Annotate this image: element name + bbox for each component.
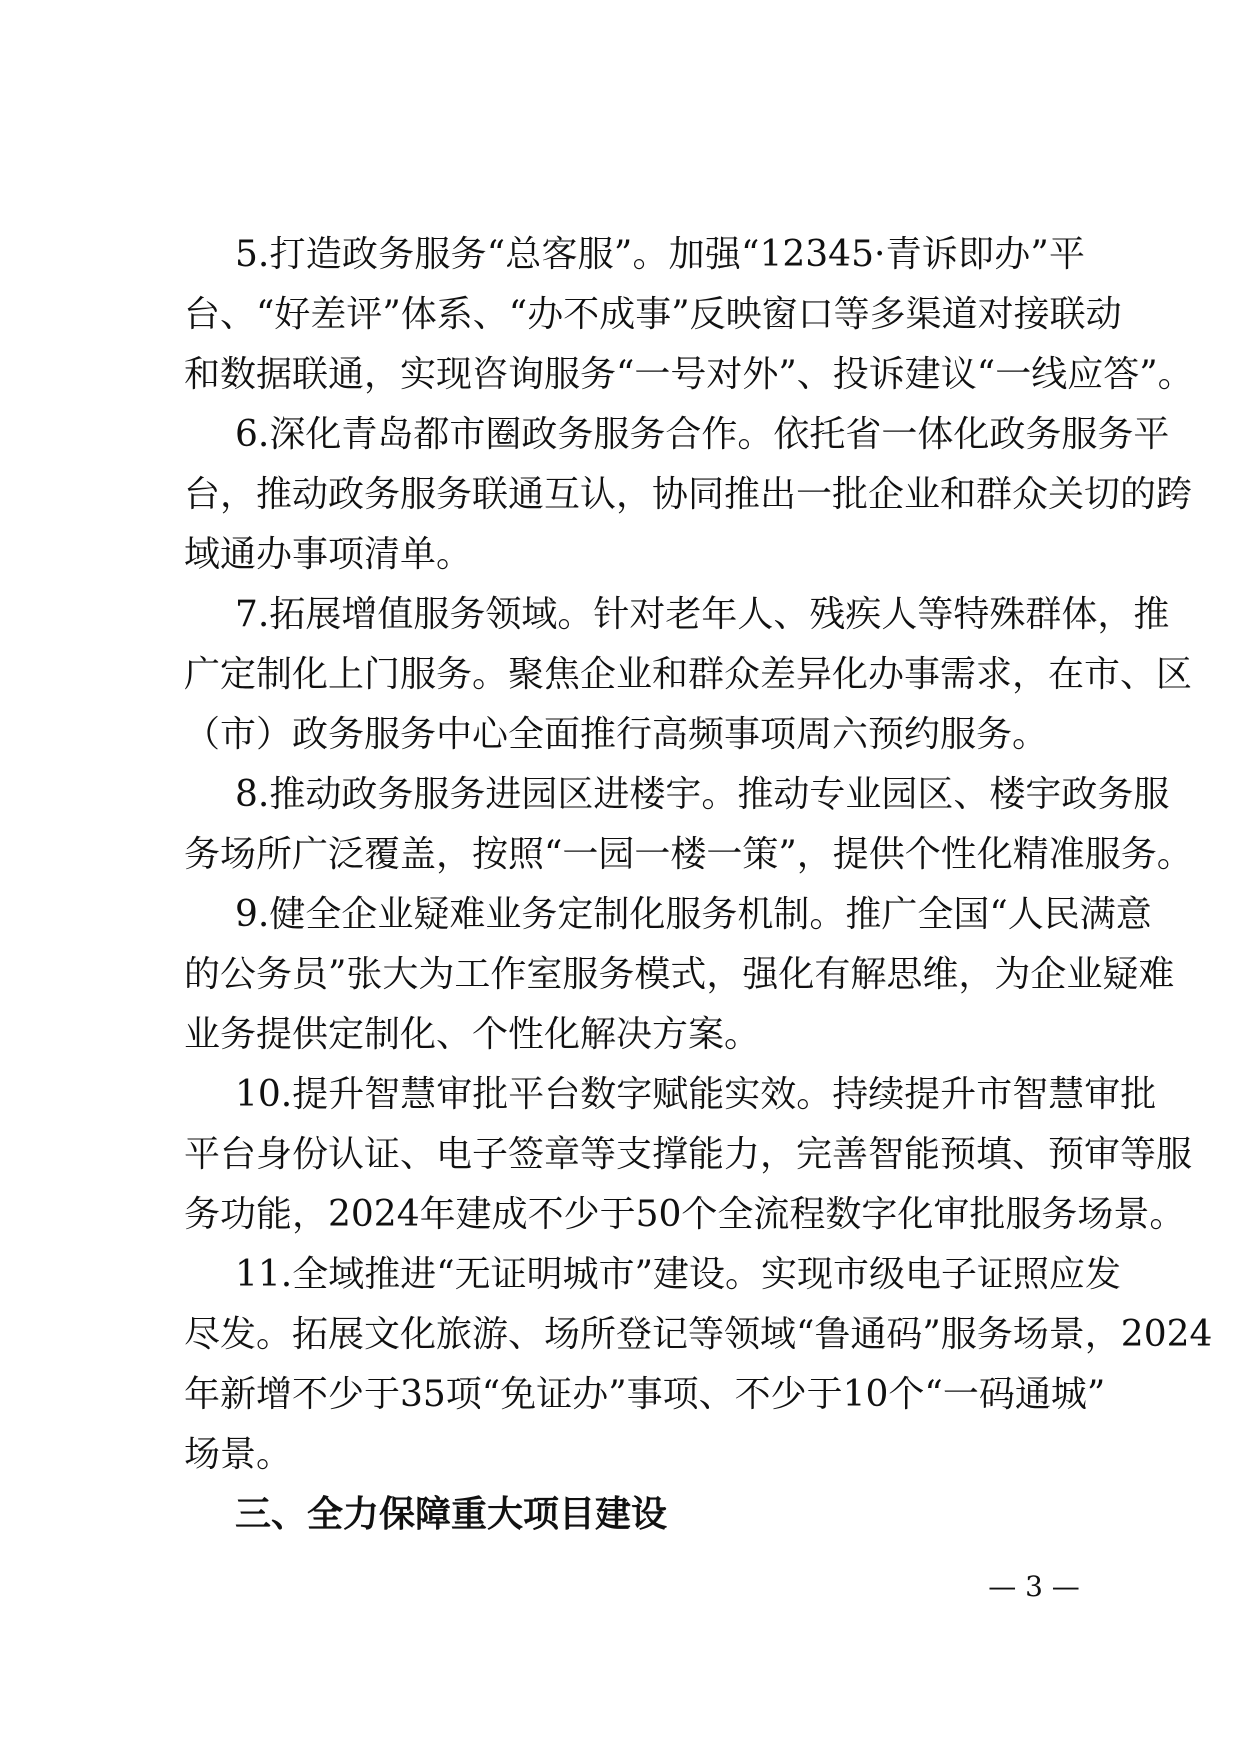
paragraph <box>184 1065 1193 1245</box>
text-line: 域通办事项清单。 <box>184 534 473 575</box>
text-line: 和数据联通，实现咨询服务“一号对外”、投诉建议“一线应答”。 <box>184 354 1194 395</box>
paragraph <box>184 585 1193 765</box>
text-line: 平台身份认证、电子签章等支撑能力，完善智能预填、预审等服 <box>184 1134 1193 1175</box>
paragraph <box>184 225 1194 405</box>
text-line: 台，推动政务服务联通互认，协同推出一批企业和群众关切的跨 <box>184 474 1193 515</box>
text-line: 年新增不少于35项“免证办”事项、不少于10个“一码通城” <box>184 1374 1106 1415</box>
text-line: （市）政务服务中心全面推行高频事项周六预约服务。 <box>184 714 1049 755</box>
page-number: — 3 — <box>988 1570 1080 1603</box>
text-line: 5.打造政务服务“总客服”。加强“12345·青诉即办”平 <box>235 234 1085 275</box>
text-line: 7.拓展增值服务领域。针对老年人、残疾人等特殊群体，推 <box>235 594 1170 635</box>
paragraph <box>184 765 1193 885</box>
text-line: 9.健全企业疑难业务定制化服务机制。推广全国“人民满意 <box>235 894 1152 935</box>
section-heading: 三、全力保障重大项目建设 <box>235 1494 668 1535</box>
text-line: 尽发。拓展文化旅游、场所登记等领域“鲁通码”服务场景，2024 <box>184 1314 1213 1355</box>
text-line: 场景。 <box>184 1434 293 1475</box>
text-line: 的公务员”张大为工作室服务模式，强化有解思维，为企业疑难 <box>184 954 1175 995</box>
text-line: 10.提升智慧审批平台数字赋能实效。持续提升市智慧审批 <box>235 1074 1157 1115</box>
document-body <box>184 225 1213 1545</box>
text-line: 务功能，2024年建成不少于50个全流程数字化审批服务场景。 <box>184 1194 1186 1235</box>
paragraph <box>184 885 1175 1065</box>
text-line: 6.深化青岛都市圈政务服务合作。依托省一体化政务服务平 <box>235 414 1170 455</box>
text-line: 8.推动政务服务进园区进楼宇。推动专业园区、楼宇政务服 <box>235 774 1170 815</box>
text-line: 台、“好差评”体系、“办不成事”反映窗口等多渠道对接联动 <box>184 294 1122 335</box>
text-line: 11.全域推进“无证明城市”建设。实现市级电子证照应发 <box>235 1254 1122 1295</box>
paragraph <box>184 1245 1213 1485</box>
paragraph <box>184 405 1193 585</box>
text-line: 务场所广泛覆盖，按照“一园一楼一策”，提供个性化精准服务。 <box>184 834 1193 875</box>
text-line: 广定制化上门服务。聚焦企业和群众差异化办事需求，在市、区 <box>184 654 1193 695</box>
text-line: 业务提供定制化、个性化解决方案。 <box>184 1014 761 1055</box>
